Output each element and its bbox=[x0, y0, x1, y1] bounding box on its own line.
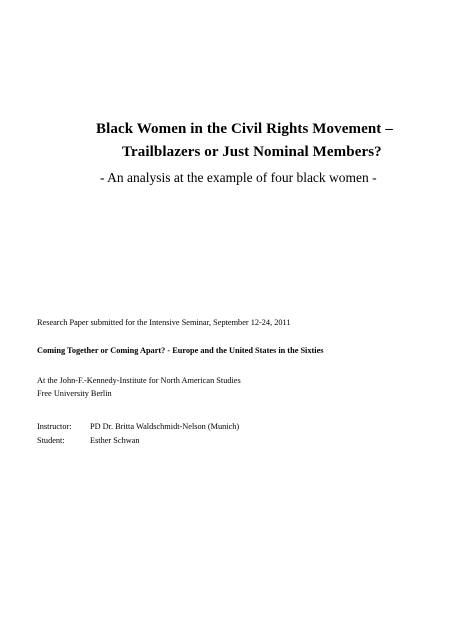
instructor-row bbox=[37, 423, 239, 431]
student-label: Student: bbox=[37, 436, 65, 445]
student-name: Esther Schwan bbox=[90, 436, 140, 445]
seminar-title: Coming Together or Coming Apart? - Europe and the United States in the Sixties bbox=[37, 346, 324, 355]
instructor-label: Instructor: bbox=[37, 422, 72, 431]
institution-line-2: Free University Berlin bbox=[37, 389, 112, 398]
title-line-1: Black Women in the Civil Rights Movement – bbox=[96, 121, 393, 137]
instructor-name: PD Dr. Britta Waldschmidt-Nelson (Munich) bbox=[90, 422, 240, 431]
research-note: Research Paper submitted for the Intensive Seminar, September 12-24, 2011 bbox=[37, 318, 291, 327]
institution-line-1: At the John-F.-Kennedy-Institute for North American Studies bbox=[37, 376, 241, 385]
title-line-2: Trailblazers or Just Nominal Members? bbox=[122, 144, 382, 160]
subtitle: - An analysis at the example of four black women - bbox=[100, 170, 377, 185]
student-row bbox=[37, 437, 140, 445]
